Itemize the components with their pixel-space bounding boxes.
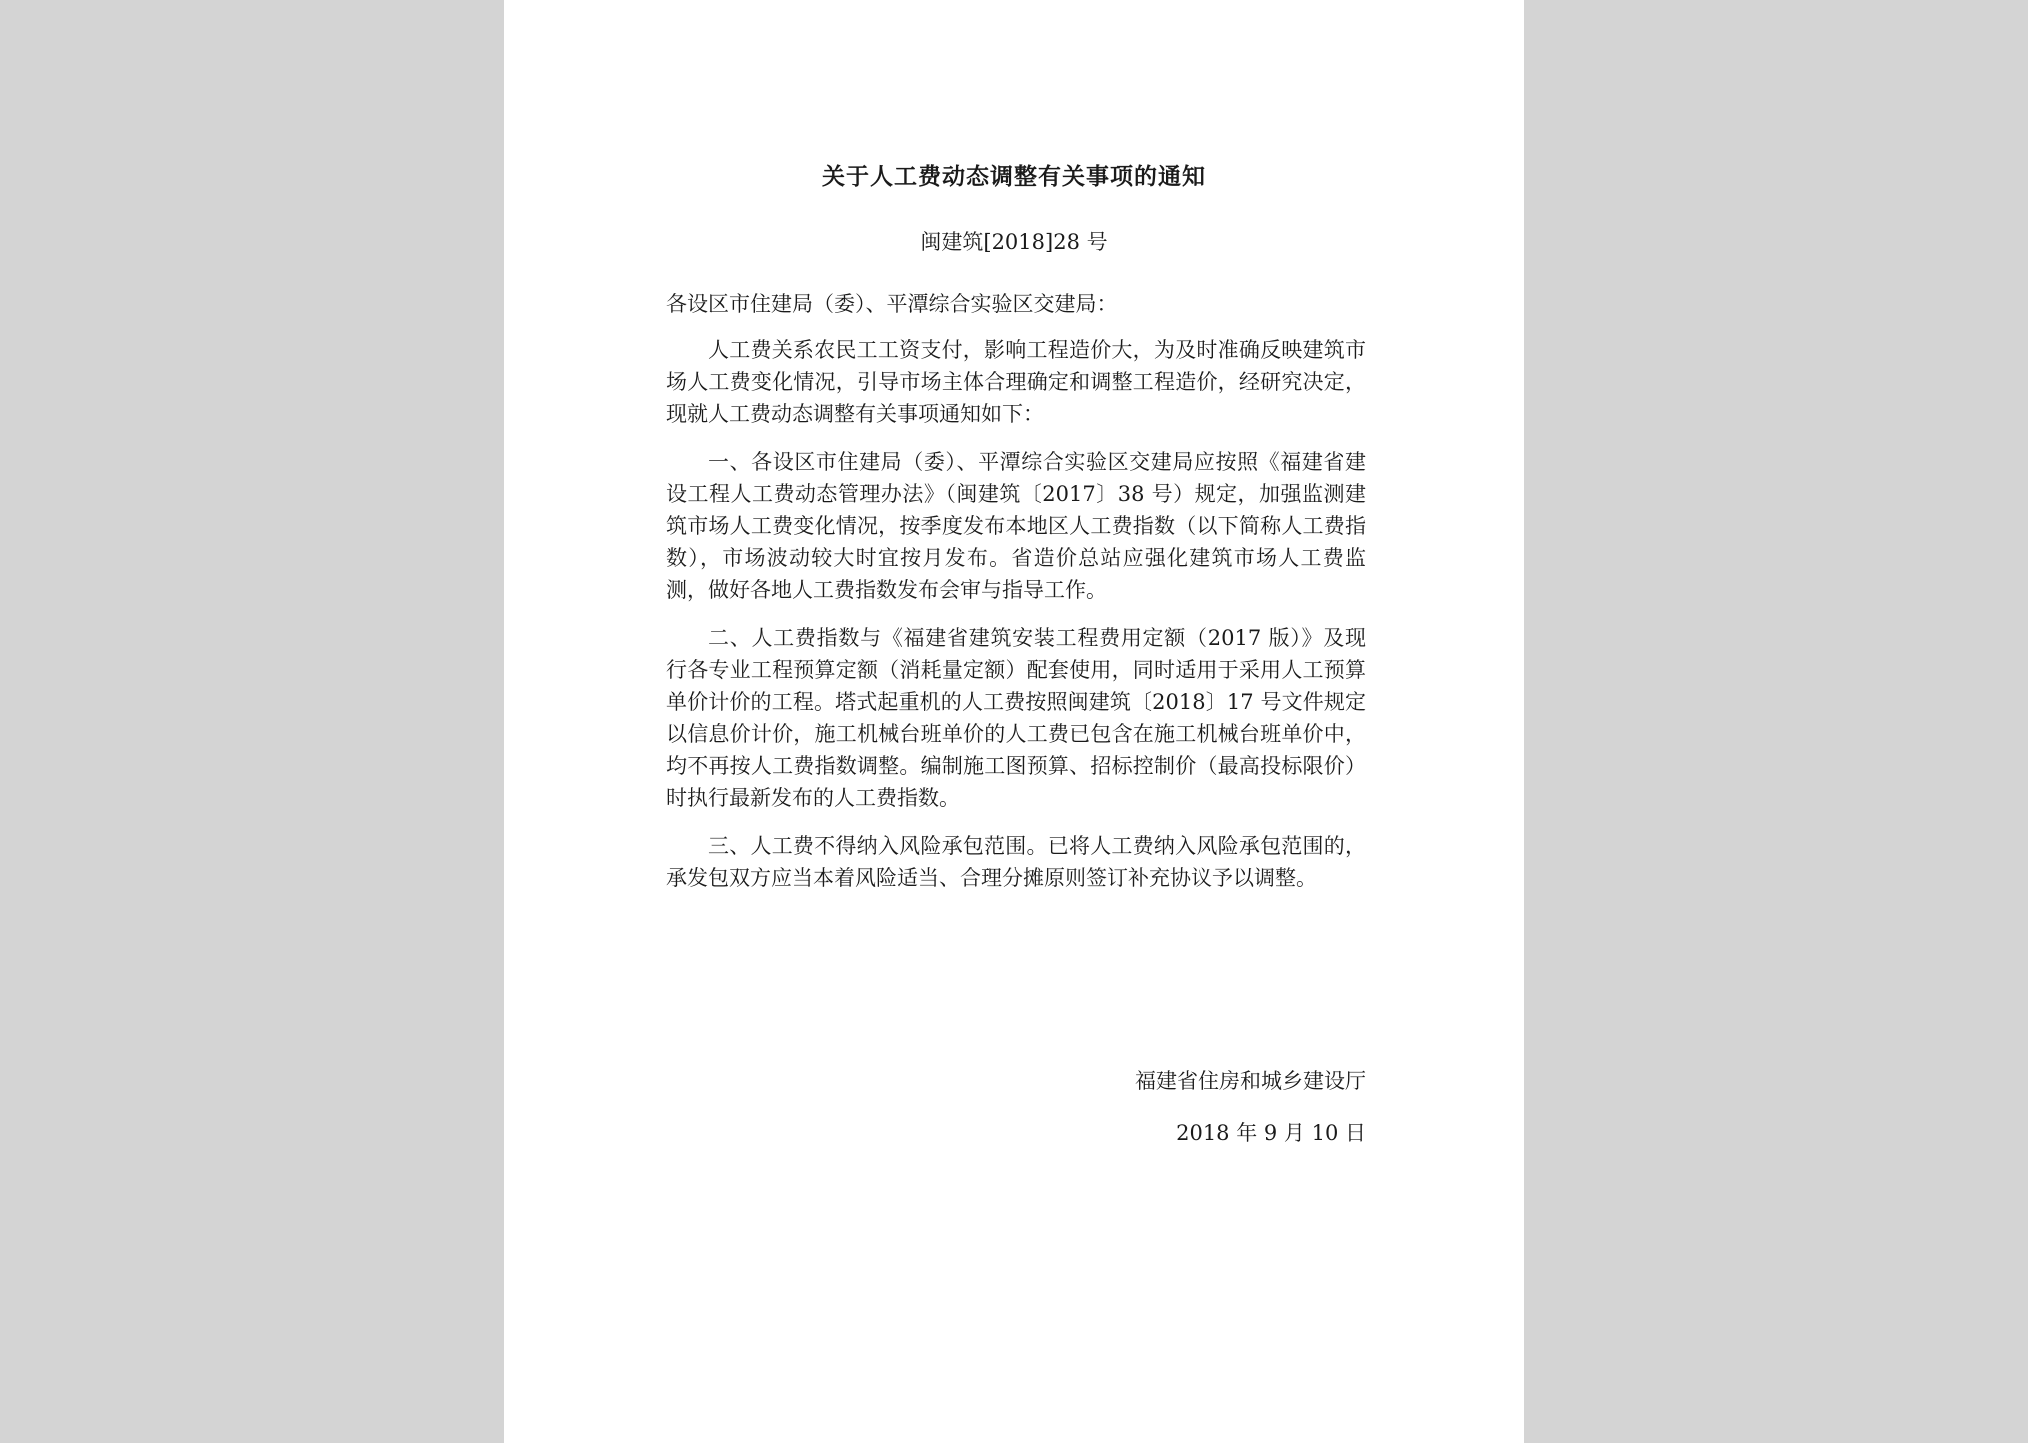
document-body	[666, 288, 1366, 910]
document-number: 闽建筑[2018]28 号	[920, 230, 1108, 254]
section-one-paragraph: 一、各设区市住建局（委）、平潭综合实验区交建局应按照《福建省建设工程人工费动态管理办法》（闽建筑〔2017〕38 号）规定，加强监测建筑市场人工费变化情况，按季度发布本地区人工费指数（以下简称人工费指数），市场波动较大时宜按月发布。省造价总站应强化建筑市场人工费监测，做好各地人工费指数发布会审与指导工作。	[666, 450, 1366, 602]
document-page	[504, 0, 1524, 1443]
issue-date: 2018 年 9 月 10 日	[1176, 1121, 1366, 1145]
section-three-paragraph: 三、人工费不得纳入风险承包范围。已将人工费纳入风险承包范围的，承发包双方应当本着风险适当、合理分摊原则签订补充协议予以调整。	[666, 834, 1366, 890]
issuer-name: 福建省住房和城乡建设厅	[1135, 1069, 1366, 1093]
intro-paragraph: 人工费关系农民工工资支付，影响工程造价大，为及时准确反映建筑市场人工费变化情况，引导市场主体合理确定和调整工程造价，经研究决定，现就人工费动态调整有关事项通知如下：	[666, 338, 1366, 426]
document-title: 关于人工费动态调整有关事项的通知	[822, 163, 1206, 190]
section-two-paragraph: 二、人工费指数与《福建省建筑安装工程费用定额（2017 版）》及现行各专业工程预算定额（消耗量定额）配套使用，同时适用于采用人工预算单价计价的工程。塔式起重机的人工费按照闽建筑〔2018〕17 号文件规定以信息价计价，施工机械台班单价的人工费已包含在施工机械台班单价中，均不再按人工费指数调整。编制施工图预算、招标控制价（最高投标限价）时执行最新发布的人工费指数。	[666, 626, 1366, 810]
addressee: 各设区市住建局（委）、平潭综合实验区交建局：	[666, 292, 1118, 316]
